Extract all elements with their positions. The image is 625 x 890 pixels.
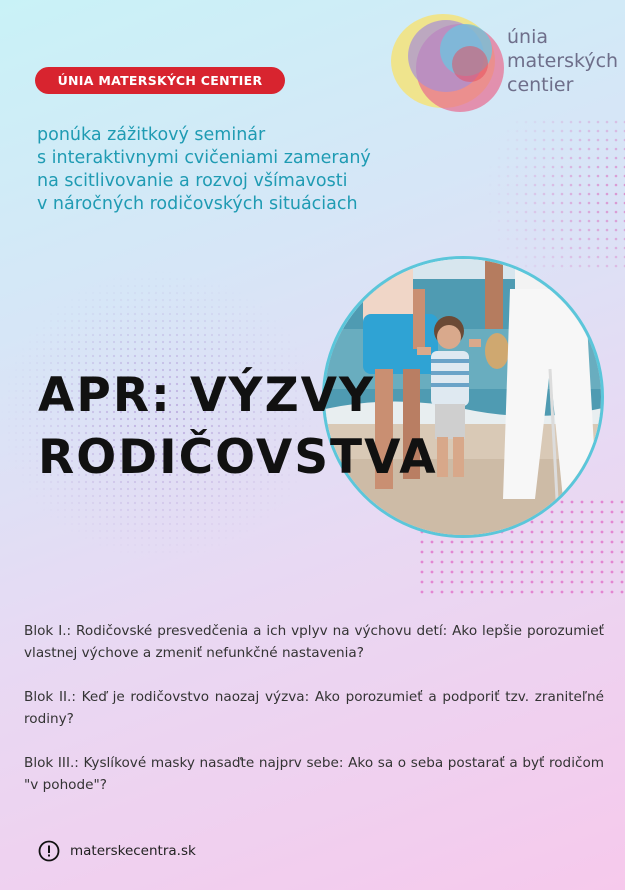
dot-pattern-top-right (470, 120, 625, 270)
program-blocks (24, 620, 604, 818)
seminar-description (37, 124, 477, 216)
description-line: v náročných rodičovských situáciach (37, 194, 358, 214)
organization-badge: ÚNIA MATERSKÝCH CENTIER (35, 67, 285, 94)
logo-line: únia (507, 26, 549, 48)
title-line: APR: VÝZVY (38, 368, 376, 423)
program-block: Blok III.: Kyslíkové masky nasaďte najprv sebe: Ako sa o seba postarať a byť rodičom "v pohode"? (24, 755, 604, 793)
website-link[interactable]: materskecentra.sk (70, 843, 196, 859)
description-line: s interaktivnymi cvičeniami zameraný (37, 148, 371, 168)
program-block: Blok II.: Keď je rodičovstvo naozaj výzva: Ako porozumieť a podporiť tzv. zraniteľné rodiny? (24, 689, 604, 727)
title-line: RODIČOVSTVA (38, 430, 438, 485)
info-icon (38, 840, 60, 862)
logo-text (507, 25, 618, 97)
description-line: ponúka zážitkový seminár (37, 125, 266, 145)
program-block: Blok I.: Rodičovské presvedčenia a ich vplyv na výchovu detí: Ako lepšie porozumieť vlastnej výchove a zmeniť nefunkčné nastavenia? (24, 623, 604, 661)
logo-line: centier (507, 74, 574, 96)
event-title (38, 365, 438, 489)
description-line: na scitlivovanie a rozvoj všímavosti (37, 171, 348, 191)
footer (38, 840, 196, 862)
logo-line: materských (507, 50, 619, 72)
